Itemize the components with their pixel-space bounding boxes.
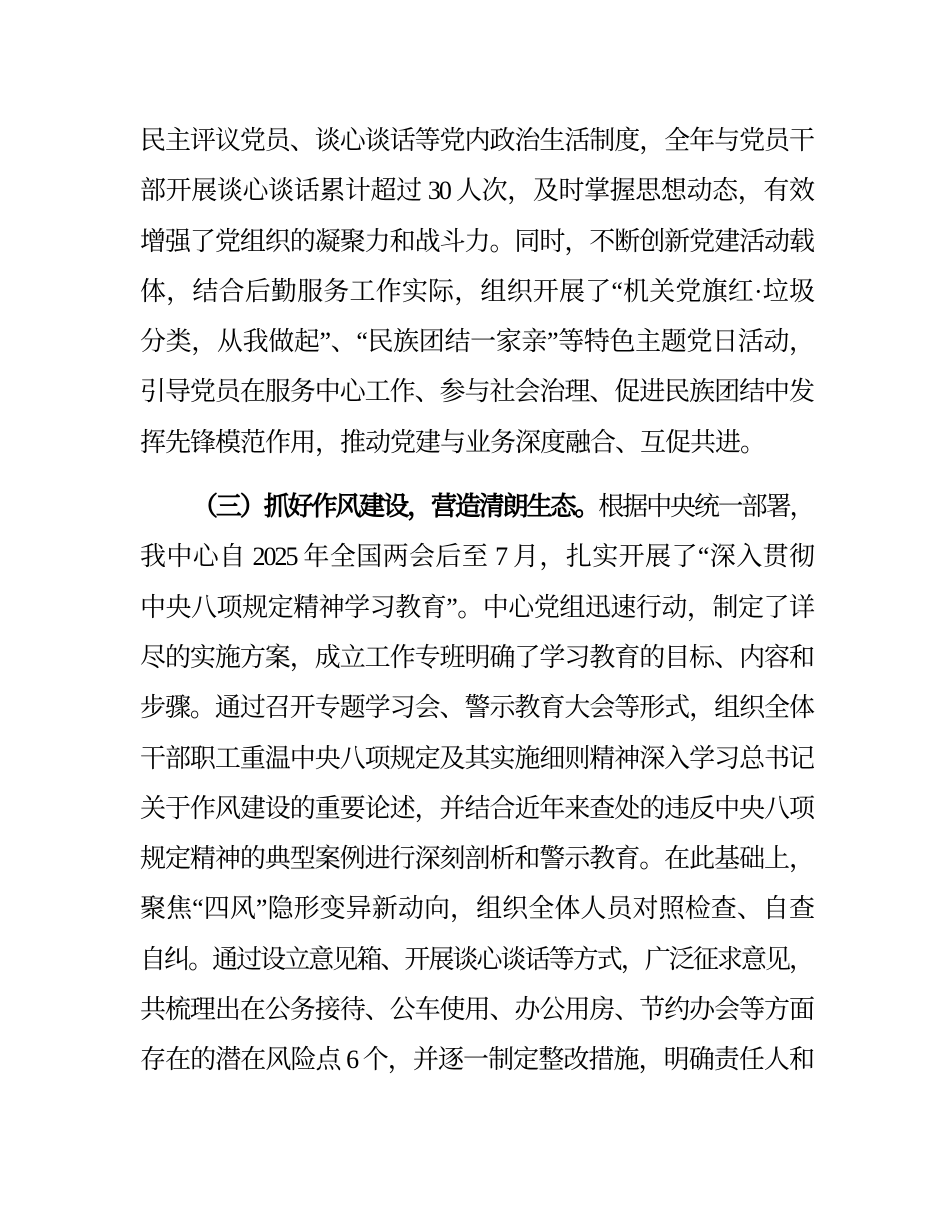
text-line: 自纠。通过设立意见箱、开展谈心谈话等方式，广泛征求意见， [140,944,813,974]
text-line: 存在的潜在风险点 6 个，并逐一制定整改措施，明确责任人和 [140,1045,813,1075]
text-line: 引导党员在服务中心工作、参与社会治理、促进民族团结中发 [140,377,813,407]
text-line: 增强了党组织的凝聚力和战斗力。同时，不断创新党建活动载 [140,226,813,256]
text-line: 中央八项规定精神学习教育”。中心党组迅速行动，制定了详 [140,592,813,622]
text-line [140,481,813,532]
text-line: 尽的实施方案，成立工作专班明确了学习教育的目标、内容和 [140,642,813,672]
text-line: 体，结合后勤服务工作实际，组织开展了“机关党旗红·垃圾 [140,276,813,306]
text-line: 共梳理出在公务接待、公车使用、办公用房、节约办会等方面 [140,995,813,1025]
text-line: 步骤。通过召开专题学习会、警示教育大会等形式，组织全体 [140,693,813,723]
section-3-paragraph [140,481,813,1086]
text-line: 关于作风建设的重要论述，并结合近年来查处的违反中央八项 [140,793,813,823]
text-line: 干部职工重温中央八项规定及其实施细则精神深入学习总书记 [140,743,813,773]
section-3-first-line-rest: 根据中央统一部署， [598,492,813,522]
text-line: 分类，从我做起”、“民族团结一家亲”等特色主题党日活动， [140,327,813,357]
paragraph-continuation [140,116,813,468]
section-3-heading: （三）抓好作风建设，营造清朗生态。 [192,491,599,522]
text-line: 我中心自 2025 年全国两会后至 7 月，扎实开展了“深入贯彻 [140,542,813,572]
text-line: 部开展谈心谈话累计超过 30 人次，及时掌握思想动态，有效 [140,176,813,206]
text-line: 聚焦“四风”隐形变异新动向，组织全体人员对照检查、自查 [140,894,813,924]
text-line: 规定精神的典型案例进行深刻剖析和警示教育。在此基础上， [140,844,813,874]
text-line: 民主评议党员、谈心谈话等党内政治生活制度，全年与党员干 [140,126,813,155]
text-column [140,116,813,1086]
text-line: 挥先锋模范作用，推动党建与业务深度融合、互促共进。 [140,427,766,457]
